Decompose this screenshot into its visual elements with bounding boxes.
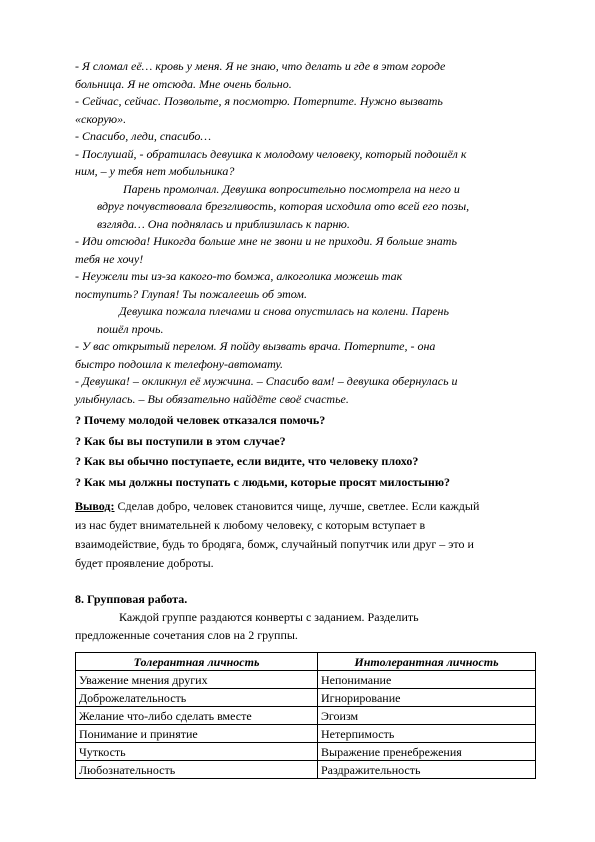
- dialogue-line: больница. Я не отсюда. Мне очень больно.: [75, 76, 292, 91]
- question-item: ? Как мы должны поступать с людьми, которые просят милостыню?: [75, 474, 450, 489]
- conclusion-line: будет проявление доброты.: [75, 556, 214, 570]
- dialogue-line: тебя не хочу!: [75, 251, 144, 266]
- table-cell: Уважение мнения других: [76, 671, 318, 689]
- conclusion-line: взаимодействие, будь то бродяга, бомж, случайный попутчик или друг – это и: [75, 537, 474, 551]
- table-cell: Нетерпимость: [318, 725, 536, 743]
- conclusion-paragraph: [75, 497, 535, 573]
- table-row: [76, 725, 536, 743]
- table-cell: Игнорирование: [318, 689, 536, 707]
- dialogue-line: - Я сломал её… кровь у меня. Я не знаю, что делать и где в этом городе: [75, 59, 446, 73]
- table-cell: Выражение пренебрежения: [318, 743, 536, 761]
- conclusion-line: Сделав добро, человек становится чище, лучше, светлее. Если каждый: [114, 499, 480, 513]
- table-row: [76, 743, 536, 761]
- conclusion-label: Вывод:: [75, 499, 115, 513]
- narration-line: взгляда… Она поднялась и приблизилась к парню.: [97, 216, 350, 231]
- dialogue-line: - У вас открытый перелом. Я пойду вызвать врача. Потерпите, - она: [75, 339, 436, 353]
- group-work-section: [75, 590, 535, 644]
- tolerance-table: [75, 652, 536, 779]
- questions-list: [75, 410, 535, 492]
- dialogue-line: - Сейчас, сейчас. Позвольте, я посмотрю. Потерпите. Нужно вызвать: [75, 94, 443, 108]
- dialogue-line: поступить? Глупая! Ты пожалеешь об этом.: [75, 286, 307, 301]
- table-header-tolerant: Толерантная личность: [76, 653, 318, 671]
- narration-line: Парень промолчал. Девушка вопросительно посмотрела на него и: [123, 181, 460, 196]
- table-row: [76, 671, 536, 689]
- table-cell: Понимание и принятие: [76, 725, 318, 743]
- section-intro-line: предложенные сочетания слов на 2 группы.: [75, 628, 298, 642]
- table-header-row: [76, 653, 536, 671]
- dialogue-line: быстро подошла к телефону-автомату.: [75, 356, 284, 371]
- table-cell: Желание что-либо сделать вместе: [76, 707, 318, 725]
- dialogue-line: - Девушка! – окликнул её мужчина. – Спасибо вам! – девушка обернулась и: [75, 374, 458, 388]
- narration-line: Девушка пожала плечами и снова опустилась на колени. Парень: [119, 304, 449, 318]
- table-header-intolerant: Интолерантная личность: [318, 653, 536, 671]
- dialogue-line: «скорую».: [75, 111, 127, 126]
- conclusion-line: из нас будет внимательней к любому человеку, с которым вступает в: [75, 518, 426, 532]
- dialogue-line: ним, – у тебя нет мобильника?: [75, 164, 235, 178]
- table-row: [76, 707, 536, 725]
- question-item: ? Как бы вы поступили в этом случае?: [75, 433, 286, 448]
- narration-line: вдруг почувствовала брезгливость, которая исходила ото всей его позы,: [97, 199, 470, 213]
- question-item: ? Почему молодой человек отказался помочь?: [75, 413, 326, 427]
- narration-line: пошёл прочь.: [97, 321, 164, 336]
- dialogue-line: - Неужели ты из-за какого-то бомжа, алкоголика можешь так: [75, 269, 403, 283]
- dialogue-line: - Послушай, - обратилась девушка к молодому человеку, который подошёл к: [75, 146, 467, 161]
- section-title: 8. Групповая работа.: [75, 592, 188, 606]
- table-cell: Любознательность: [76, 761, 318, 779]
- dialogue-line: - Иди отсюда! Никогда больше мне не звони и не приходи. Я больше знать: [75, 234, 457, 248]
- dialogue-line: улыбнулась. – Вы обязательно найдёте своё счастье.: [75, 391, 349, 406]
- table-row: [76, 689, 536, 707]
- table-cell: Эгоизм: [318, 707, 536, 725]
- dialogue-text: [75, 58, 535, 408]
- question-item: ? Как вы обычно поступаете, если видите, что человеку плохо?: [75, 454, 419, 468]
- dialogue-line: - Спасибо, леди, спасибо…: [75, 129, 212, 143]
- table-cell: Доброжелательность: [76, 689, 318, 707]
- table-cell: Чуткость: [76, 743, 318, 761]
- table-cell: Раздражительность: [318, 761, 536, 779]
- table-cell: Непонимание: [318, 671, 536, 689]
- section-intro-line: Каждой группе раздаются конверты с заданием. Разделить: [119, 610, 419, 624]
- table-row: [76, 761, 536, 779]
